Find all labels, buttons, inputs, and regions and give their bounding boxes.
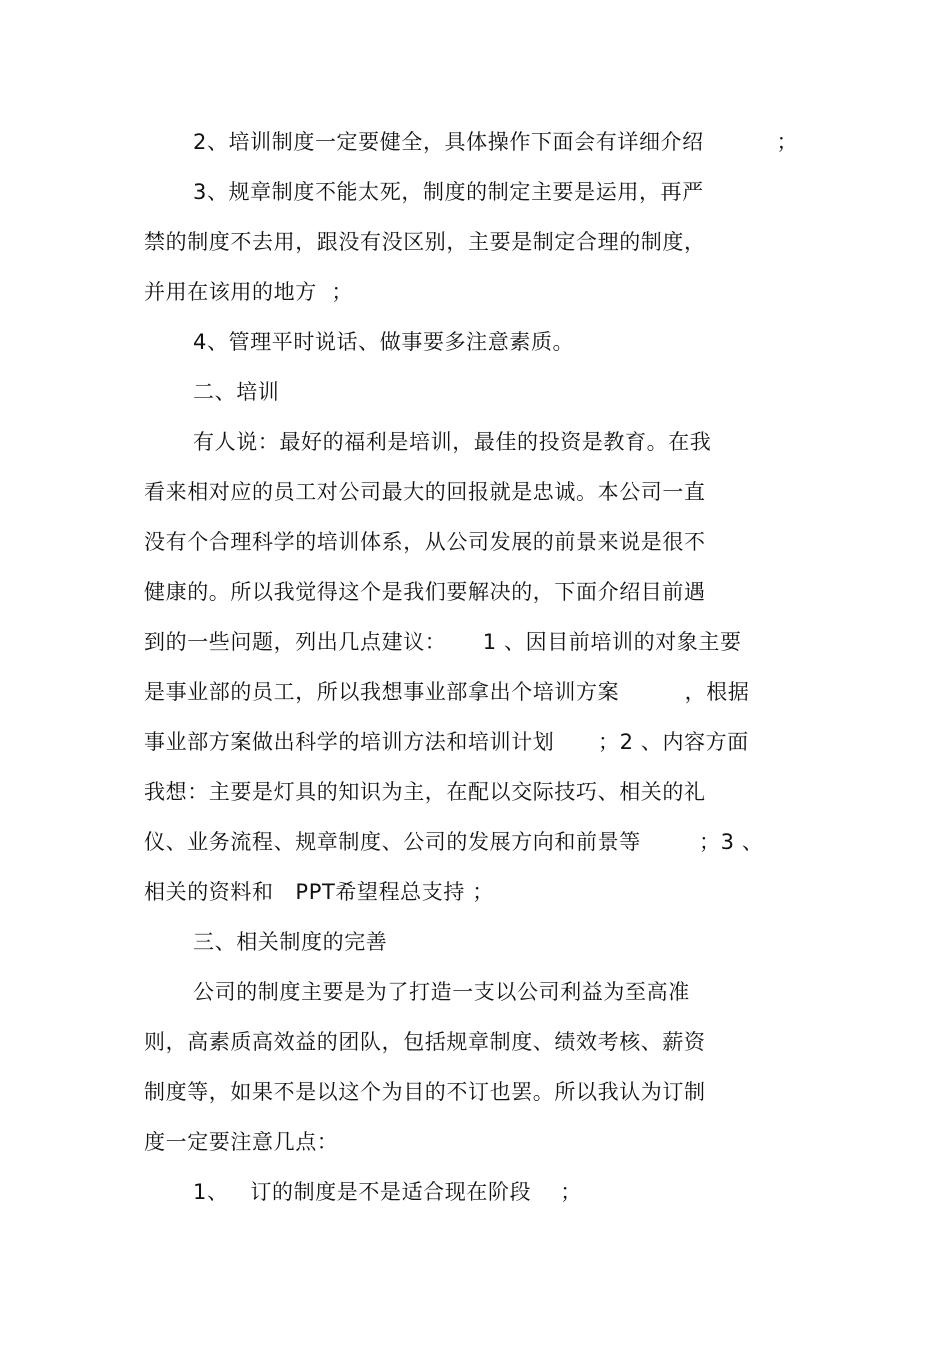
text-line: 到的一些问题，列出几点建议： 1 、因目前培训的对象主要 (144, 630, 742, 654)
text-line: 相关的资料和 PPT希望程总支持 ； (144, 880, 494, 904)
text-line: 看来相对应的员工对公司最大的回报就是忠诚。本公司一直 (144, 480, 706, 504)
text-line: 并用在该用的地方 ； (144, 280, 353, 304)
text-line: 制度等，如果不是以这个为目的不订也罢。所以我认为订制 (144, 1080, 706, 1104)
text-line: 健康的。所以我觉得这个是我们要解决的，下面介绍目前遇 (144, 580, 706, 604)
text-line: 2、培训制度一定要健全，具体操作下面会有详细介绍 ； (193, 130, 799, 154)
text-line: 则，高素质高效益的团队，包括规章制度、绩效考核、薪资 (144, 1030, 706, 1054)
text-line: 3、规章制度不能太死，制度的制定主要是运用，再严 (193, 180, 704, 204)
text-line: 没有个合理科学的培训体系，从公司发展的前景来说是很不 (144, 530, 706, 554)
text-line: 度一定要注意几点： (144, 1130, 339, 1154)
text-line: 我想：主要是灯具的知识为主，在配以交际技巧、相关的礼 (144, 780, 706, 804)
text-line: 1、 订的制度是不是适合现在阶段 ； (193, 1180, 582, 1204)
text-line: 有人说：最好的福利是培训，最佳的投资是教育。在我 (193, 430, 712, 454)
text-line: 事业部方案做出科学的培训方法和培训计划 ；2 、内容方面 (144, 730, 749, 754)
text-line: 4、管理平时说话、做事要多注意素质。 (193, 330, 575, 354)
text-line: 公司的制度主要是为了打造一支以公司利益为至高准 (193, 980, 690, 1004)
text-line: 禁的制度不去用，跟没有没区别，主要是制定合理的制度， (144, 230, 706, 254)
section-heading: 三、相关制度的完善 (193, 930, 388, 954)
text-line: 仪、业务流程、规章制度、公司的发展方向和前景等 ；3 、 (144, 830, 764, 854)
section-heading: 二、培训 (193, 380, 280, 404)
text-line: 是事业部的员工，所以我想事业部拿出个培训方案 ，根据 (144, 680, 750, 704)
